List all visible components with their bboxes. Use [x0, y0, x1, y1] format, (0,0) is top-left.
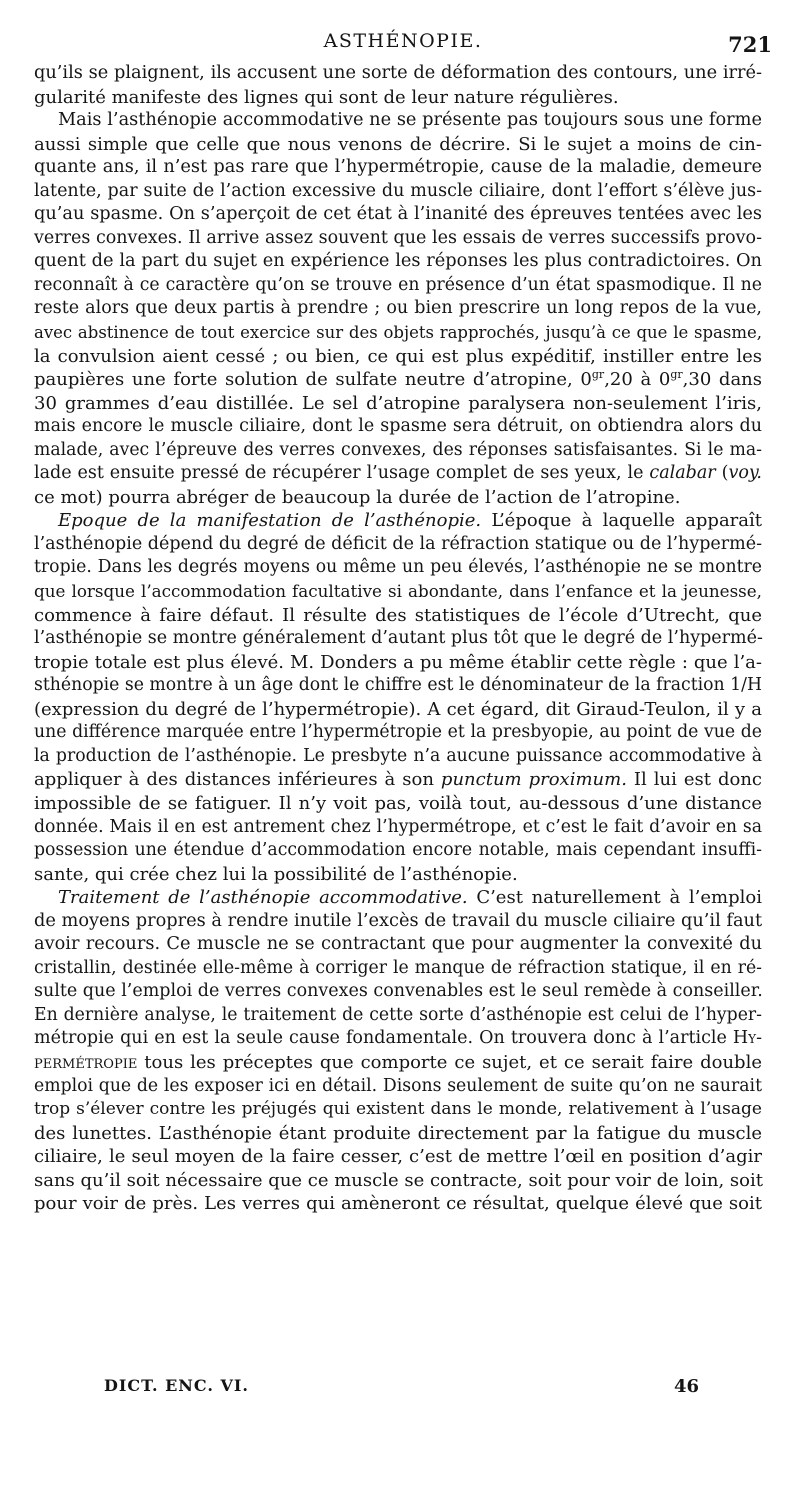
- text-line: Traitement de l’asthénopie accommodative. C’est naturellement à l’emploi: [58, 887, 762, 909]
- text-line: métropie qui en est la seule cause fondamentale. On trouvera donc à l’article Hy-: [34, 1028, 762, 1049]
- text-line: appliquer à des distances inférieures à son punctum proximum. Il lui est donc: [34, 769, 762, 791]
- sheet-number: 46: [674, 1376, 700, 1397]
- text-line: la convulsion aient cessé ; ou bien, ce qui est plus expéditif, instiller entre les: [34, 345, 762, 367]
- text-line: verres convexes. Il arrive assez souvent que les essais de verres successifs provo-: [34, 227, 762, 248]
- text-line: permétropie tous les préceptes que comporte ce sujet, et ce serait faire double: [34, 1051, 762, 1073]
- page-number: 721: [728, 32, 772, 57]
- footer-signature: DICT. ENC. VI.: [104, 1376, 249, 1395]
- text-line: malade, avec l’épreuve des verres convexes, des réponses satisfaisantes. Si le ma-: [34, 439, 762, 460]
- text-line: commence à faire défaut. Il résulte des statistiques de l’école d’Utrecht, que: [34, 604, 762, 626]
- text-line: trop s’élever contre les préjugés qui existent dans le monde, relativement à l’usage: [34, 1099, 762, 1120]
- text-line: avoir recours. Ce muscle ne se contractant que pour augmenter la convexité du: [34, 934, 762, 955]
- text-line: qu’ils se plaignent, ils accusent une sorte de déformation des contours, une irré-: [34, 63, 762, 83]
- text-line: Epoque de la manifestation de l’asthénopie. L’époque à laquelle apparaît: [58, 510, 763, 532]
- text-line: possession une étendue d’accommodation encore notable, mais cependant insuffi-: [34, 840, 762, 861]
- text-line: cristallin, destinée elle-même à corriger le manque de réfraction statique, il en ré-: [34, 957, 762, 978]
- text-line: lade est ensuite pressé de récupérer l’usage complet de ses yeux, le calabar (voy.: [34, 463, 762, 484]
- text-line: sthénopie se montre à un âge dont le chiffre est le dénominateur de la fraction 1/H: [34, 675, 762, 696]
- text-line: qu’au spasme. On s’aperçoit de cet état à l’inanité des épreuves tentées avec les: [34, 204, 762, 225]
- text-line: la production de l’asthénopie. Le presbyte n’a aucune puissance accommodative à: [34, 745, 762, 766]
- text-line: avec abstinence de tout exercice sur des objets rapprochés, jusqu’à ce que le spasme,: [34, 323, 762, 343]
- running-title: ASTHÉNOPIE.: [323, 30, 483, 52]
- text-line: l’asthénopie se montre généralement d’autant plus tôt que le degré de l’hypermé-: [34, 628, 763, 649]
- text-line: des lunettes. L’asthénopie étant produite directement par la fatigue du muscle: [34, 1122, 762, 1144]
- text-line: ce mot) pourra abréger de beaucoup la durée de l’action de l’atropine.: [34, 486, 681, 508]
- text-line: sulte que l’emploi de verres convexes convenables est le seul remède à conseiller.: [34, 981, 763, 1002]
- text-line: (expression du degré de l’hypermétropie). A cet égard, dit Giraud-Teulon, il y a: [34, 698, 762, 720]
- text-line: quante ans, il n’est pas rare que l’hypermétropie, cause de la maladie, demeure: [34, 157, 762, 178]
- text-line: latente, par suite de l’action excessive du muscle ciliaire, dont l’effort s’élève jus-: [34, 180, 762, 201]
- text-line: quent de la part du sujet en expérience les réponses les plus contradictoires. On: [34, 251, 762, 272]
- text-line: paupières une forte solution de sulfate neutre d’atropine, $0^{gr},20$ à $0^{gr},30$ dans: [34, 368, 763, 391]
- running-head: [34, 26, 772, 56]
- text-line: donnée. Mais il en est antrement chez l’hypermétrope, et c’est le fait d’avoir en sa: [34, 816, 762, 837]
- text-line: gularité manifeste des lignes qui sont de leur nature régulières.: [34, 86, 619, 108]
- text-line: tropie totale est plus élevé. M. Donders a pu même établir cette règle : que l’a-: [34, 651, 762, 673]
- text-line: aussi simple que celle que nous venons de décrire. Si le sujet a moins de cin-: [34, 133, 762, 155]
- text-line: une différence marquée entre l’hypermétropie et la presbyopie, au point de vue de: [34, 722, 762, 743]
- text-line: sans qu’il soit nécessaire que ce muscle se contracte, soit pour voir de loin, soit: [34, 1169, 763, 1191]
- text-line: de moyens propres à rendre inutile l’excès de travail du muscle ciliaire qu’il faut: [34, 910, 763, 931]
- page-footer: [104, 1376, 704, 1402]
- body-text: [34, 62, 762, 1216]
- text-line: l’asthénopie dépend du degré de déficit de la réfraction statique ou de l’hypermé-: [34, 533, 762, 554]
- text-line: mais encore le muscle ciliaire, dont le spasme sera détruit, on obtiendra alors du: [34, 416, 762, 437]
- text-line: 30 grammes d’eau distillée. Le sel d’atropine paralysera non-seulement l’iris,: [34, 392, 762, 414]
- text-line: pour voir de près. Les verres qui amèneront ce résultat, quelque élevé que soit: [34, 1193, 762, 1215]
- text-line: reste alors que deux partis à prendre ; ou bien prescrire un long repos de la vue,: [34, 298, 762, 319]
- text-line: tropie. Dans les degrés moyens ou même un peu élevés, l’asthénopie ne se montre: [34, 557, 762, 578]
- text-line: ciliaire, le seul moyen de la faire cesser, c’est de mettre l’œil en position d’agir: [34, 1146, 762, 1168]
- text-line: Mais l’asthénopie accommodative ne se présente pas toujours sous une forme: [58, 110, 762, 131]
- text-line: impossible de se fatiguer. Il n’y voit pas, voilà tout, au-dessous d’une distance: [34, 792, 762, 814]
- text-line: En dernière analyse, le traitement de cette sorte d’asthénopie est celui de l’hyper-: [34, 1004, 762, 1025]
- text-line: sante, qui crée chez lui la possibilité de l’asthénopie.: [34, 863, 518, 885]
- text-line: emploi que de les exposer ici en détail. Disons seulement de suite qu’on ne saurait: [34, 1075, 762, 1096]
- text-line: que lorsque l’accommodation facultative si abondante, dans l’enfance et la jeunesse,: [34, 581, 762, 602]
- text-line: reconnaît à ce caractère qu’on se trouve en présence d’un état spasmodique. Il ne: [34, 274, 762, 295]
